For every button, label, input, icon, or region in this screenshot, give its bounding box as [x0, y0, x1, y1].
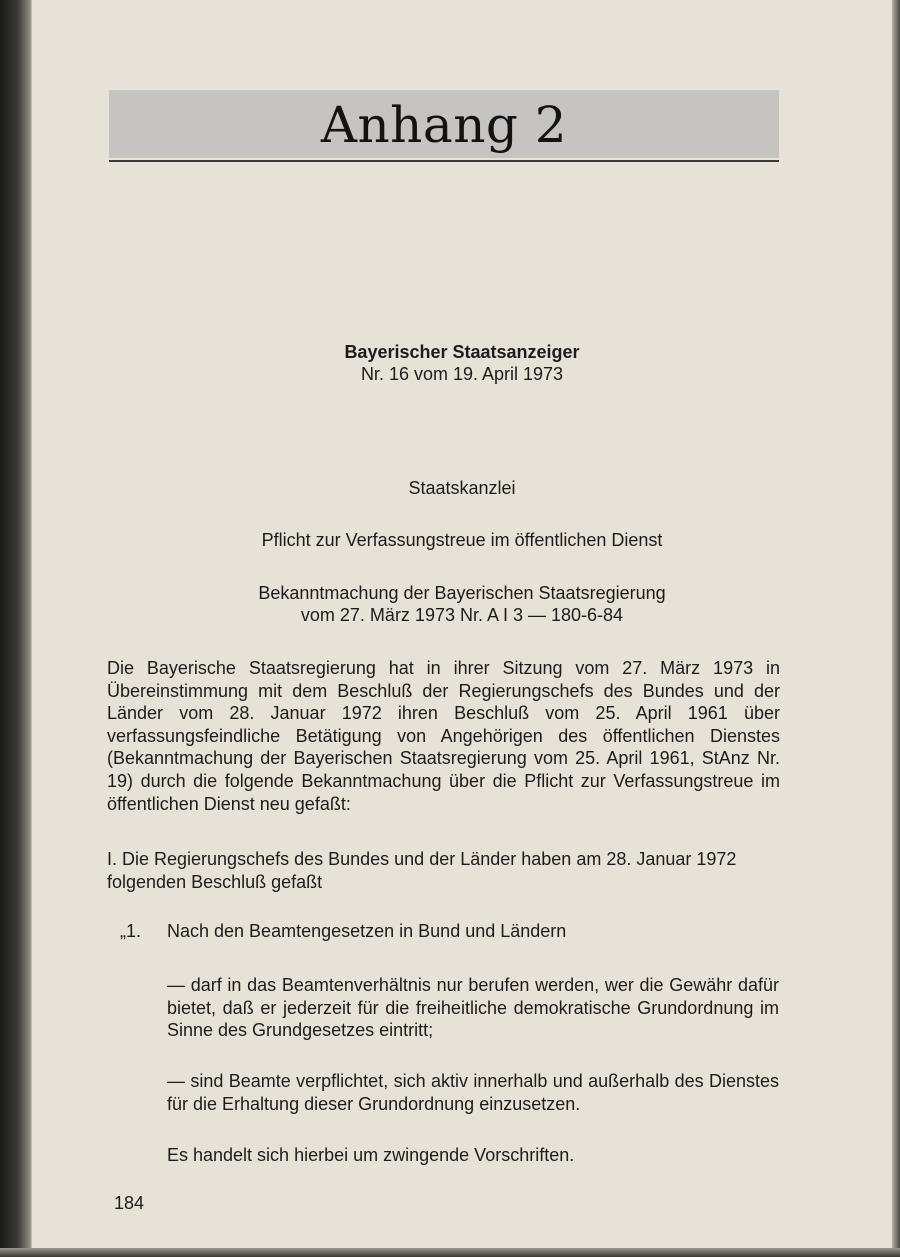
page-title: Anhang 2 [320, 96, 568, 154]
book-spine-shadow [0, 0, 32, 1257]
intro-paragraph: Die Bayerische Staatsregierung hat in ihrer Sitzung vom 27. März 1973 in Übereinstimmung mit dem Beschluß der Regierungschefs des Bundes und der Länder vom 28. Januar 1972 ihren Beschluß vom 25. April 1961 über verfassungsfeindliche Betätigung von Angehörigen des öffentlichen Dienstes (Bekanntmachung der Bayerischen Staatsregierung vom 25. April 1961, StAnz Nr. 19) durch die folgende Bekanntmachung über die Pflicht zur Verfassungstreue im öffentlichen Dienst neu gefaßt: [107, 658, 780, 814]
point-one-dash-item-2: — sind Beamte verpflichtet, sich aktiv innerhalb und außerhalb des Dienstes für die Erhaltung dieser Grundordnung einzusetzen. [167, 1071, 779, 1114]
point-one-heading: Nach den Beamtengesetzen in Bund und Ländern [167, 921, 567, 941]
page-bottom-edge [0, 1248, 900, 1257]
document-subject: Pflicht zur Verfassungstreue im öffentlichen Dienst [261, 530, 663, 550]
publication-issue: Nr. 16 vom 19. April 1973 [360, 364, 564, 384]
point-one-dash-item-1: — darf in das Beamtenverhältnis nur berufen werden, wer die Gewähr dafür bietet, daß er jederzeit für die freiheitliche demokratische Grundordnung im Sinne des Grundgesetzes eintritt; [167, 975, 779, 1041]
document-page [32, 0, 892, 1250]
page-number: 184 [114, 1193, 145, 1213]
point-one-number: „1. [120, 921, 142, 941]
announcement-line-1: Bekanntmachung der Bayerischen Staatsregierung [258, 583, 666, 603]
publication-name: Bayerischer Staatsanzeiger [344, 342, 580, 362]
announcement-line-2: vom 27. März 1973 Nr. A I 3 — 180-6-84 [300, 605, 624, 625]
section-one-paragraph: I. Die Regierungschefs des Bundes und der Länder haben am 28. Januar 1972 folgenden Beschluß gefaßt [107, 849, 737, 892]
authority: Staatskanzlei [408, 478, 516, 498]
header-band [109, 90, 779, 158]
header-divider [109, 160, 779, 162]
page-right-edge [892, 0, 900, 1257]
point-one-closing: Es handelt sich hierbei um zwingende Vorschriften. [167, 1145, 575, 1165]
